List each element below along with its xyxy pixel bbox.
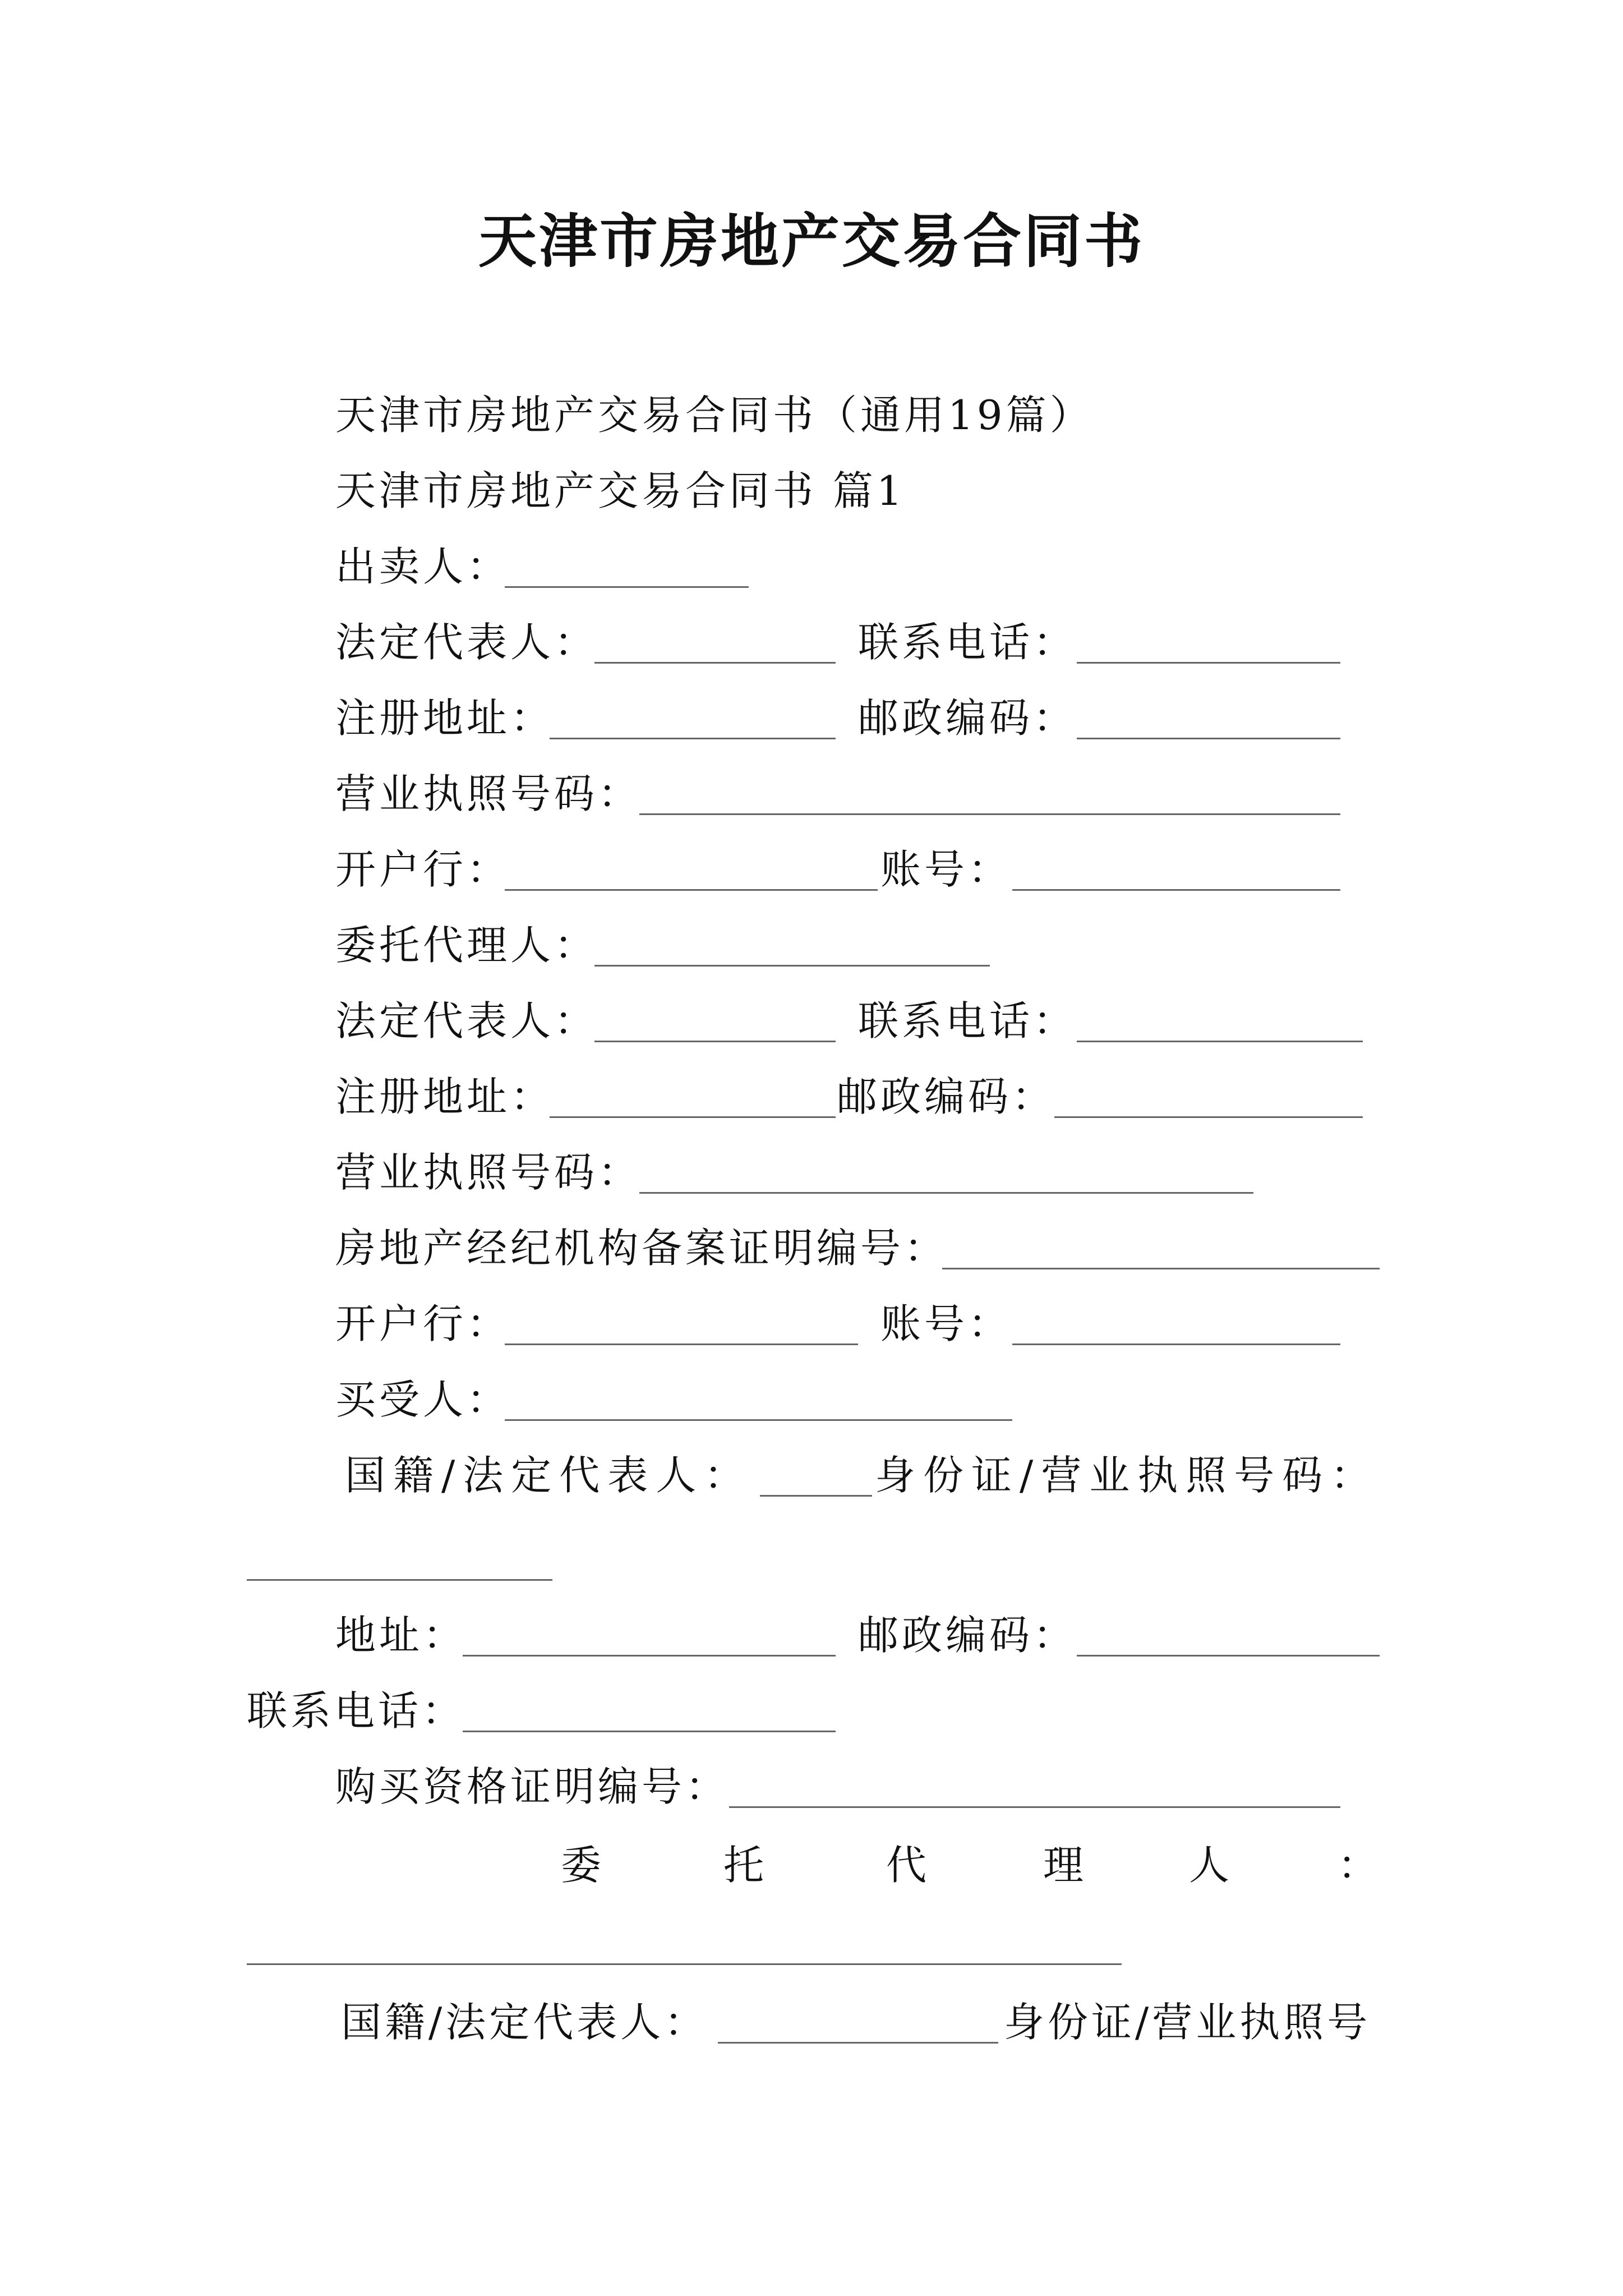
buyer-id-blank[interactable]	[247, 1579, 552, 1581]
seller-address-label: 注册地址：	[335, 694, 555, 742]
seller-legal-rep-label: 法定代表人：	[335, 619, 598, 666]
agent-char-5: 人	[1189, 1842, 1233, 1889]
agent-char-2: 托	[723, 1842, 768, 1889]
agent-phone-blank[interactable]	[1077, 1041, 1363, 1042]
seller-license-label: 营业执照号码：	[335, 770, 642, 817]
buyer-agent-nationality-blank[interactable]	[718, 2042, 998, 2044]
agent-account-label: 账号：	[880, 1300, 1012, 1347]
section-heading: 天津市房地产交易合同书 篇1	[335, 467, 906, 514]
buyer-label: 买受人：	[335, 1376, 511, 1423]
seller-account-blank[interactable]	[1012, 889, 1340, 891]
buyer-agent-nationality-label: 国籍/法定代表人：	[341, 1999, 708, 2046]
seller-bank-blank[interactable]	[505, 889, 878, 891]
agent-char-1: 委	[561, 1842, 605, 1889]
seller-name-label: 出卖人：	[335, 543, 511, 590]
buyer-phone-label: 联系电话：	[247, 1687, 466, 1734]
buyer-agent-label-row	[0, 1834, 1623, 1896]
seller-phone-blank[interactable]	[1077, 662, 1340, 664]
agent-legal-rep-label: 法定代表人：	[335, 997, 598, 1045]
agent-blank[interactable]	[594, 965, 990, 967]
buyer-nationality-blank[interactable]	[760, 1495, 872, 1497]
buyer-postcode-blank[interactable]	[1077, 1655, 1380, 1657]
agent-legal-rep-blank[interactable]	[594, 1041, 836, 1042]
seller-address-blank[interactable]	[550, 738, 836, 739]
buyer-address-label: 地址：	[335, 1612, 467, 1659]
document-title: 天津市房地产交易合同书	[478, 206, 1145, 275]
seller-postcode-blank[interactable]	[1077, 738, 1340, 739]
buyer-nationality-label: 国籍/法定代表人：	[345, 1452, 753, 1499]
buyer-id-label: 身份证/营业执照号码：	[875, 1452, 1379, 1499]
agent-postcode-blank[interactable]	[1054, 1116, 1363, 1118]
seller-bank-label: 开户行：	[335, 846, 511, 893]
seller-account-label: 账号：	[880, 846, 1012, 893]
agent-license-label: 营业执照号码：	[335, 1149, 642, 1196]
seller-name-blank[interactable]	[505, 586, 749, 588]
buyer-qualification-blank[interactable]	[729, 1806, 1340, 1808]
agent-filing-blank[interactable]	[942, 1268, 1380, 1269]
buyer-qualification-label: 购买资格证明编号：	[335, 1763, 730, 1810]
agent-address-blank[interactable]	[550, 1116, 836, 1118]
agent-phone-label: 联系电话：	[858, 997, 1077, 1045]
buyer-phone-blank[interactable]	[463, 1731, 836, 1732]
document-subtitle: 天津市房地产交易合同书（通用19篇）	[335, 392, 1094, 439]
agent-char-4: 理	[1043, 1842, 1087, 1889]
agent-char-6: ：	[1338, 1842, 1382, 1889]
agent-char-3: 代	[886, 1842, 930, 1889]
seller-postcode-label: 邮政编码：	[858, 694, 1077, 742]
seller-phone-label: 联系电话：	[858, 619, 1077, 666]
buyer-agent-blank[interactable]	[247, 1963, 1122, 1965]
seller-legal-rep-blank[interactable]	[594, 662, 836, 664]
agent-postcode-label: 邮政编码：	[837, 1073, 1056, 1120]
agent-bank-label: 开户行：	[335, 1300, 511, 1347]
agent-bank-blank[interactable]	[505, 1343, 858, 1345]
agent-account-blank[interactable]	[1012, 1343, 1340, 1345]
buyer-blank[interactable]	[505, 1419, 1012, 1421]
seller-license-blank[interactable]	[639, 813, 1340, 815]
agent-address-label: 注册地址：	[335, 1073, 555, 1120]
buyer-agent-id-label: 身份证/营业执照号	[1004, 1999, 1371, 2046]
buyer-address-blank[interactable]	[463, 1655, 836, 1657]
agent-license-blank[interactable]	[639, 1192, 1253, 1194]
buyer-postcode-label: 邮政编码：	[858, 1612, 1077, 1659]
agent-label: 委托代理人：	[335, 922, 598, 969]
agent-filing-label: 房地产经纪机构备案证明编号：	[335, 1225, 948, 1272]
